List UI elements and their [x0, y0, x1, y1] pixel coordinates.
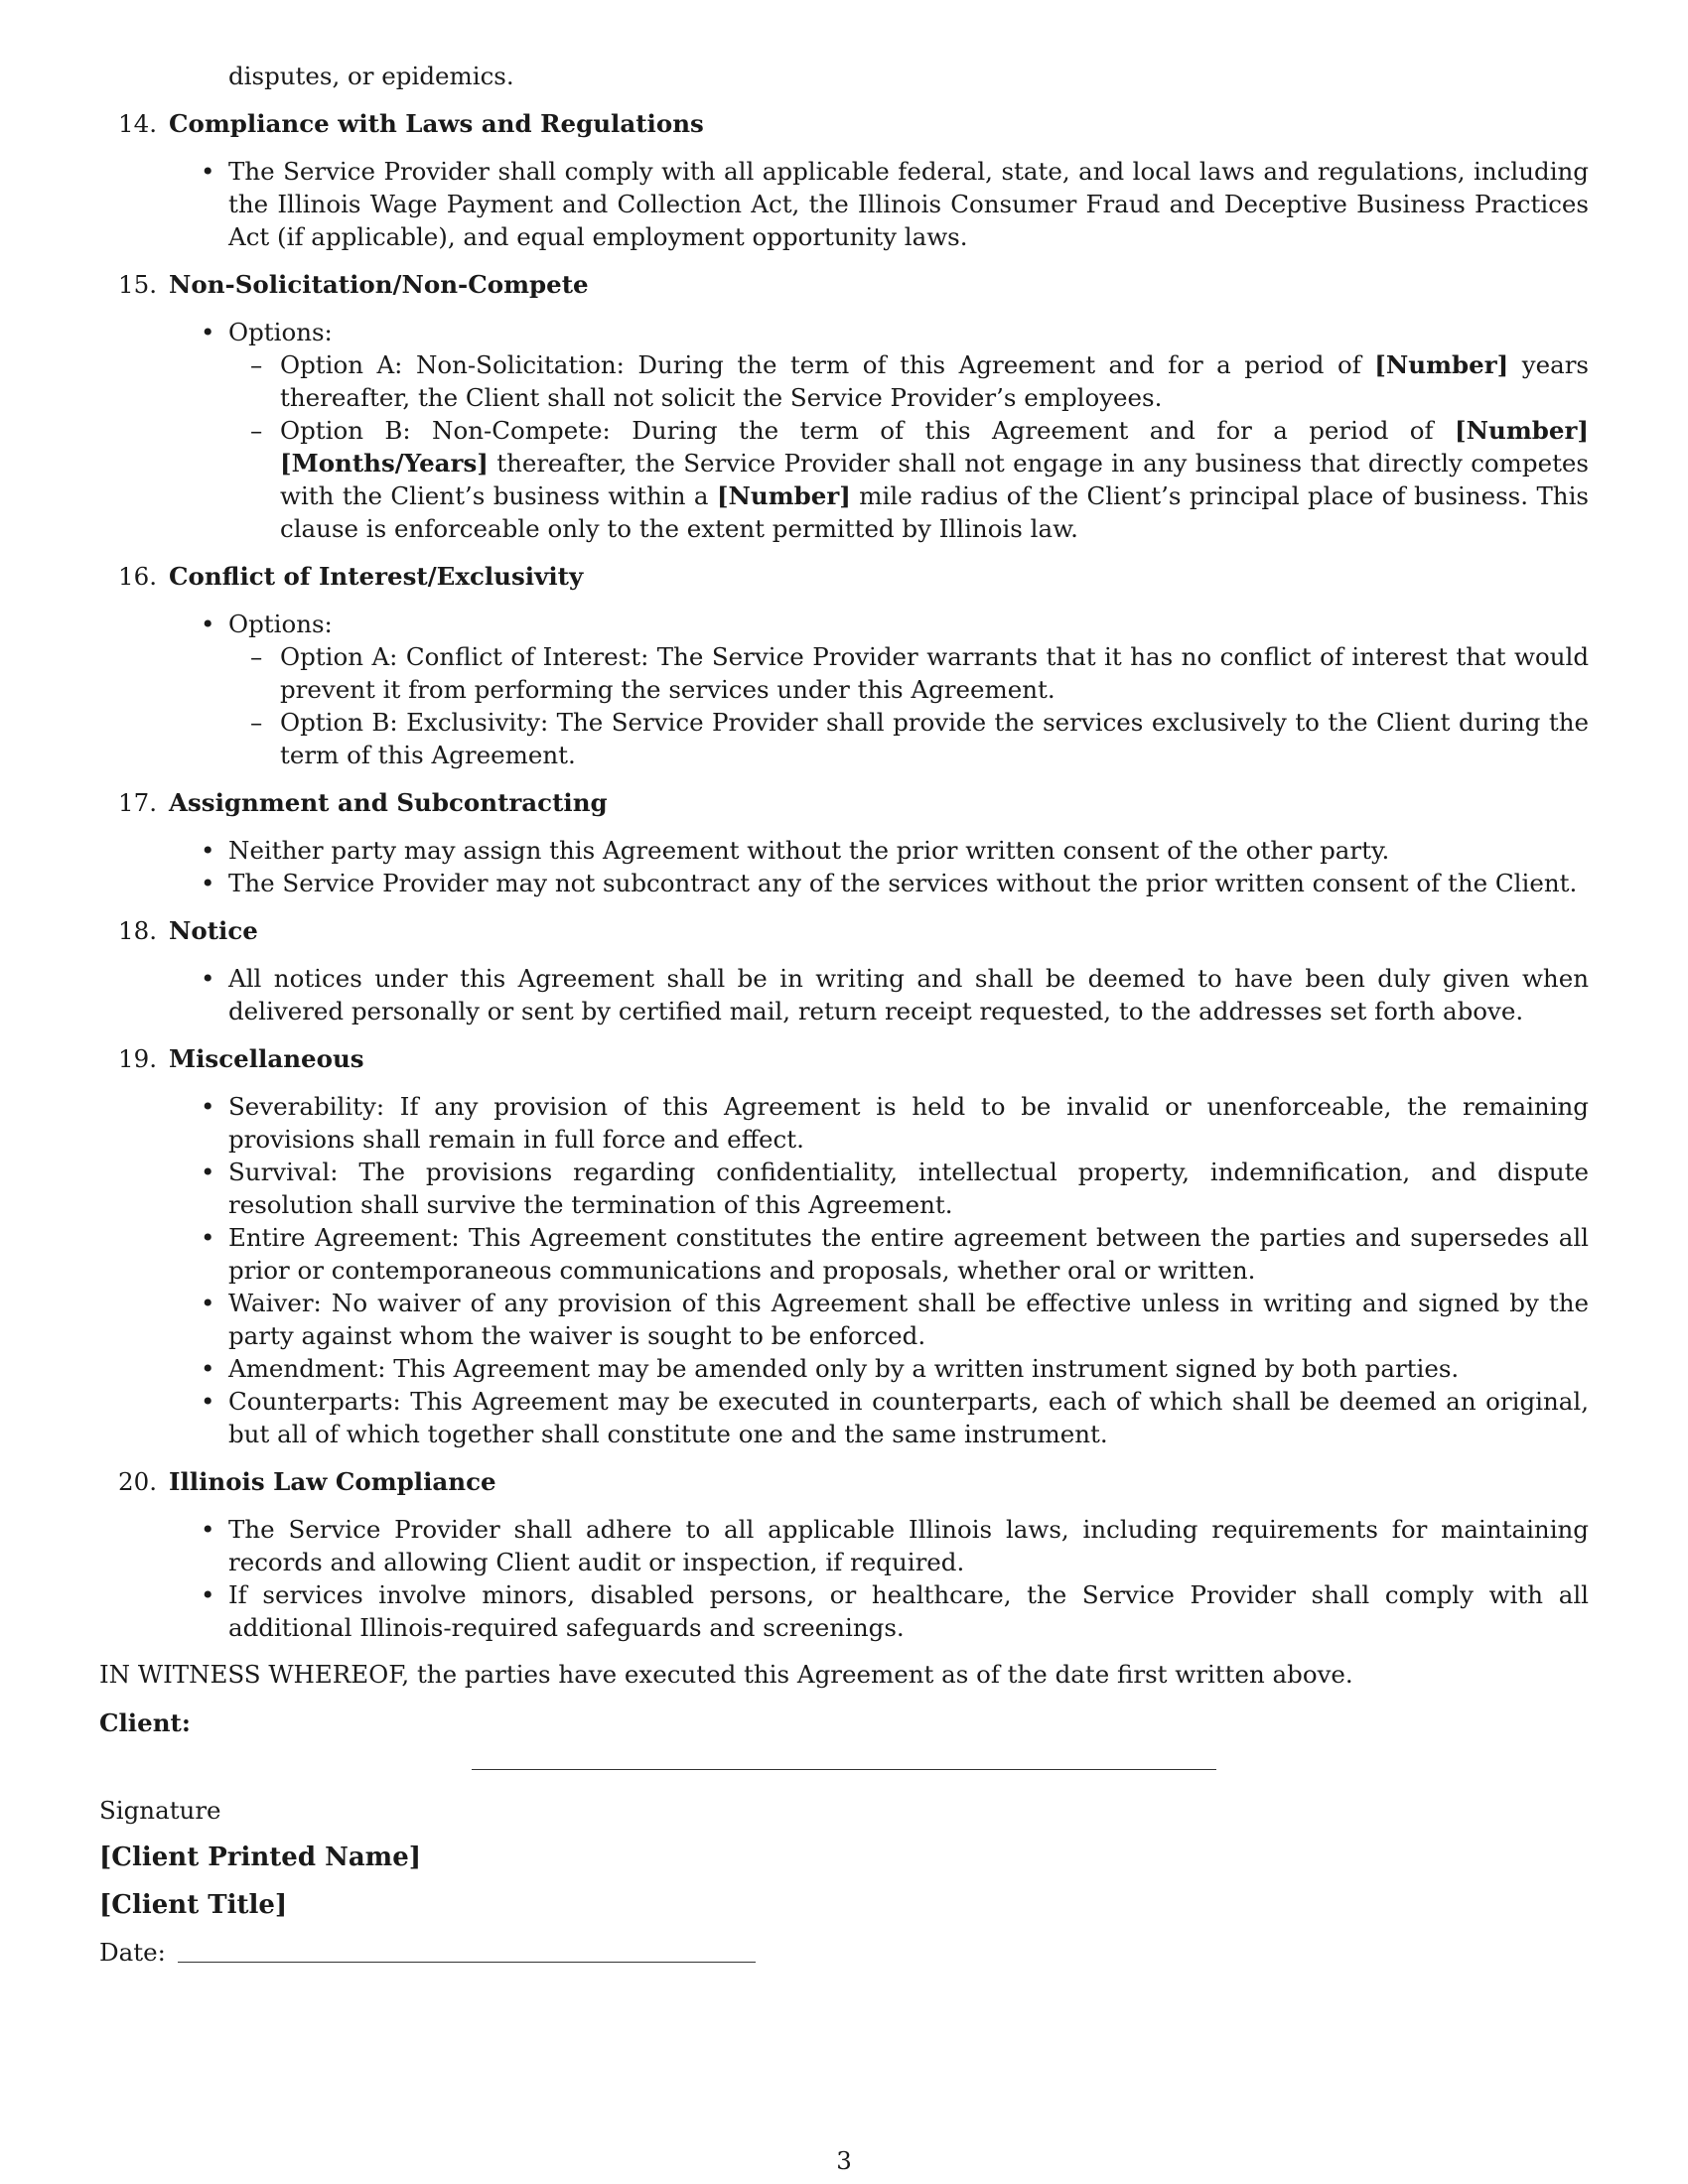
section-heading: Assignment and Subcontracting — [169, 788, 608, 817]
date-row — [99, 1936, 1589, 1969]
section-heading: Compliance with Laws and Regulations — [169, 109, 704, 138]
bullet-item: • The Service Provider may not subcontract any of the services without the prior written consent of the Client. — [228, 867, 1589, 899]
options-item — [228, 316, 1589, 545]
bullet-item: • Neither party may assign this Agreement without the prior written consent of the other party. — [228, 834, 1589, 867]
option-b: – Option B: Exclusivity: The Service Provider shall provide the services exclusively to the Client during the term of this Agreement. — [280, 706, 1589, 771]
sections-list — [99, 107, 1589, 1644]
bullet-item: • All notices under this Agreement shall be in writing and shall be deemed to have been duly given when delivered personally or sent by certified mail, return receipt requested, to the addresses set forth above. — [228, 962, 1589, 1027]
section-number: 15. — [118, 270, 157, 299]
placeholder-months-years: [Months/Years] — [280, 449, 489, 478]
section-heading: Miscellaneous — [169, 1044, 364, 1073]
options-label: Options: — [228, 610, 333, 638]
section-heading: Illinois Law Compliance — [169, 1467, 496, 1496]
placeholder-number: [Number] — [1374, 350, 1509, 379]
page-number: 3 — [836, 2146, 852, 2175]
bullet-item: • If services involve minors, disabled persons, or healthcare, the Service Provider shall comply with all additional Illinois-required safeguards and screenings. — [228, 1578, 1589, 1644]
section-14 — [99, 107, 1589, 253]
options-label: Options: — [228, 318, 333, 346]
section-19 — [99, 1042, 1589, 1450]
document-page — [99, 60, 1589, 1969]
section-18 — [99, 914, 1589, 1027]
section-heading: Conflict of Interest/Exclusivity — [169, 562, 584, 591]
section-number: 17. — [118, 788, 157, 817]
section-15 — [99, 268, 1589, 545]
bullet-item: • Entire Agreement: This Agreement constitutes the entire agreement between the parties and supersedes all prior or contemporaneous communications and proposals, whether oral or written. — [228, 1221, 1589, 1287]
bullet-item: • Survival: The provisions regarding confidentiality, intellectual property, indemnification, and dispute resolution shall survive the termination of this Agreement. — [228, 1156, 1589, 1221]
signature-line[interactable] — [472, 1769, 1216, 1770]
section-20 — [99, 1465, 1589, 1644]
option-a: – Option A: Conflict of Interest: The Service Provider warrants that it has no conflict of interest that would prevent it from performing the services under this Agreement. — [280, 640, 1589, 706]
client-label: Client: — [99, 1708, 191, 1737]
section-17 — [99, 786, 1589, 899]
witness-statement: IN WITNESS WHEREOF, the parties have executed this Agreement as of the date first written above. — [99, 1660, 1353, 1689]
date-line[interactable] — [178, 1962, 756, 1963]
section-number: 20. — [118, 1467, 157, 1496]
placeholder-number: [Number] — [1455, 416, 1589, 445]
client-printed-name: [Client Printed Name] — [99, 1843, 422, 1872]
section-number: 16. — [118, 562, 157, 591]
bullet-item: • Amendment: This Agreement may be amended only by a written instrument signed by both parties. — [228, 1352, 1589, 1385]
date-label: Date: — [99, 1938, 166, 1967]
bullet-item: • The Service Provider shall comply with all applicable federal, state, and local laws and regulations, including the Illinois Wage Payment and Collection Act, the Illinois Consumer Fraud and Deceptive Business Practices Act (if applicable), and equal employment opportunity laws. — [228, 155, 1589, 253]
section-number: 19. — [118, 1044, 157, 1073]
section-number: 18. — [118, 916, 157, 945]
options-item — [228, 608, 1589, 771]
section-heading: Non-Solicitation/Non-Compete — [169, 270, 589, 299]
section-16 — [99, 560, 1589, 771]
bullet-item: • The Service Provider shall adhere to all applicable Illinois laws, including requirements for maintaining records and allowing Client audit or inspection, if required. — [228, 1513, 1589, 1578]
bullet-item: • Counterparts: This Agreement may be executed in counterparts, each of which shall be deemed an original, but all of which together shall constitute one and the same instrument. — [228, 1385, 1589, 1450]
client-title: [Client Title] — [99, 1890, 288, 1920]
option-b: – Option B: Non-Compete: During the term of this Agreement and for a period of [Number] [Months/Years] thereafter, the Service Provider shall not engage in any business that directly competes with the Client’s business within a [Number] mile radius of the Client’s principal place of business. This clause is enforceable only to the extent permitted by Illinois law. — [280, 414, 1589, 545]
signature-caption: Signature — [99, 1796, 221, 1825]
section-number: 14. — [118, 109, 157, 138]
section-heading: Notice — [169, 916, 258, 945]
continuation-text: disputes, or epidemics. — [228, 62, 514, 90]
bullet-item: • Severability: If any provision of this Agreement is held to be invalid or unenforceable, the remaining provisions shall remain in full force and effect. — [228, 1090, 1589, 1156]
placeholder-number: [Number] — [716, 481, 851, 510]
option-a: – Option A: Non-Solicitation: During the term of this Agreement and for a period of [Number] years thereafter, the Client shall not solicit the Service Provider’s employees. — [280, 348, 1589, 414]
bullet-item: • Waiver: No waiver of any provision of this Agreement shall be effective unless in writing and signed by the party against whom the waiver is sought to be enforced. — [228, 1287, 1589, 1352]
